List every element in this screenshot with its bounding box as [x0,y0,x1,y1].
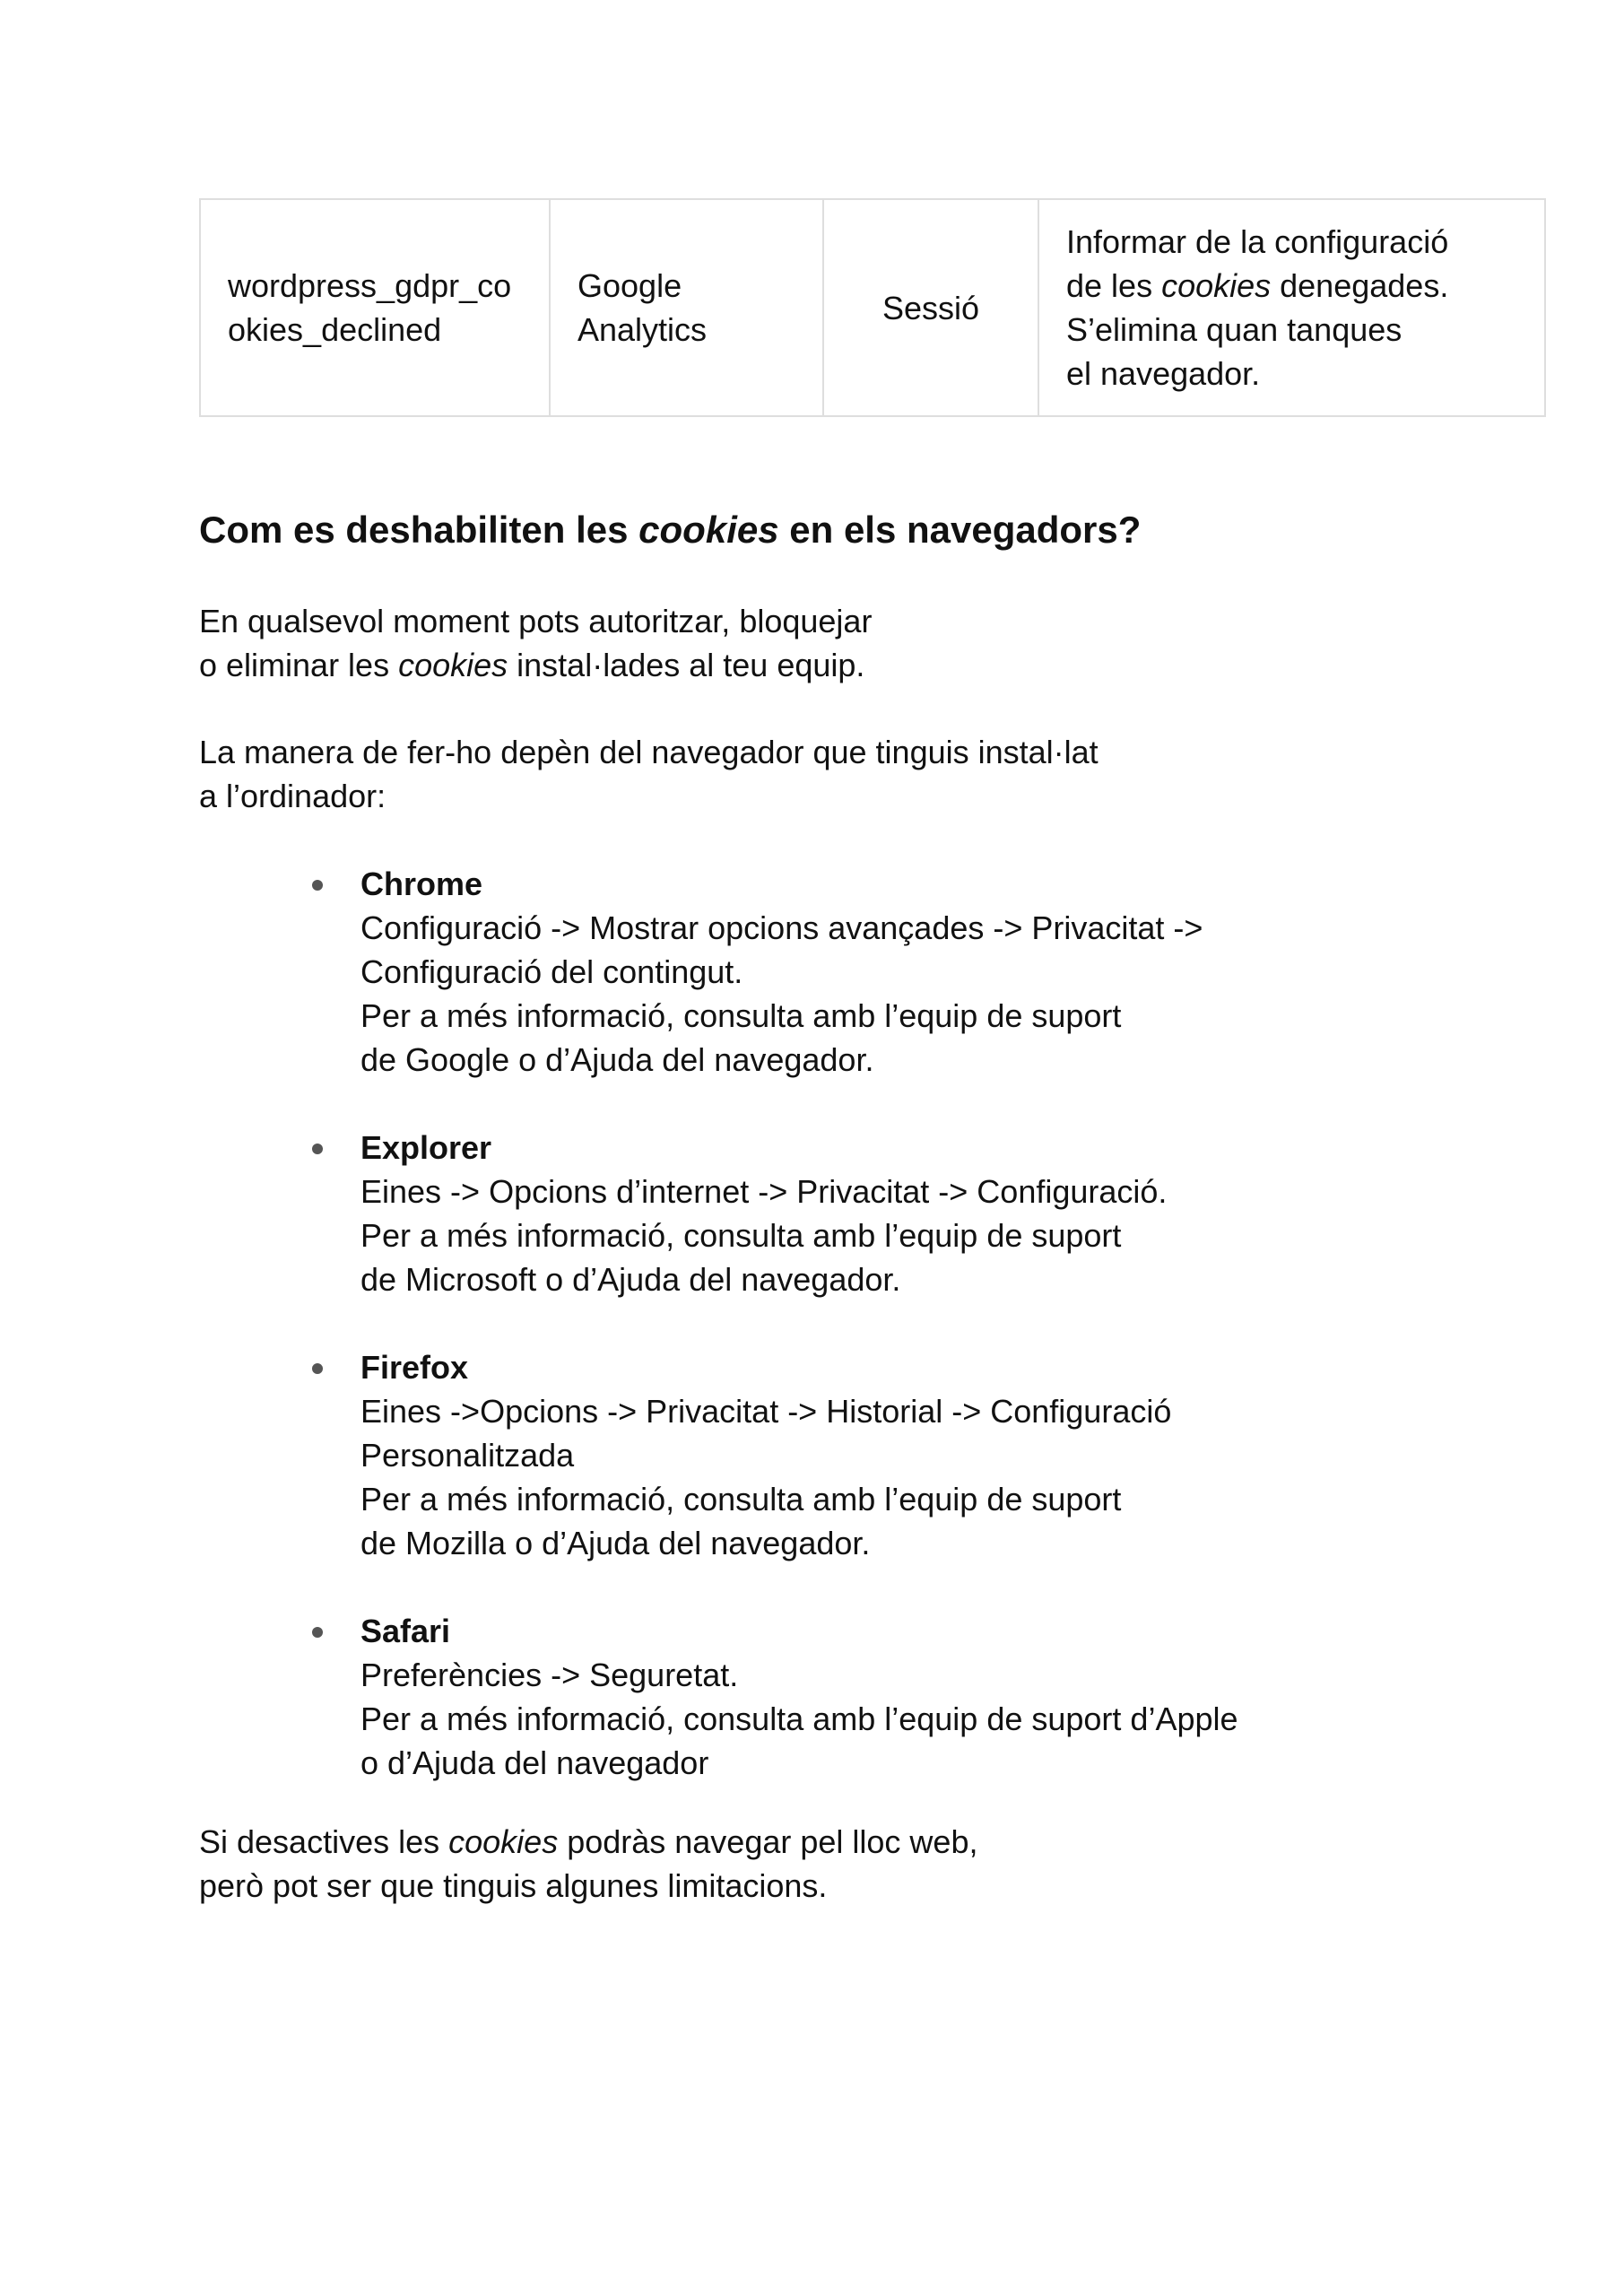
section-title [199,508,1141,552]
browser-instruction-line: Per a més informació, consulta amb l’equip de suport d’Apple [360,1700,1238,1737]
cookie-name-cell [200,199,550,416]
text-fragment: podràs navegar pel lloc web, [558,1823,978,1860]
browser-name: Explorer [360,1129,492,1166]
paragraph-line [199,1820,977,1864]
cookie-name-line: wordpress_gdpr_co [228,267,512,304]
browser-instruction-line: Eines -> Opcions d’internet -> Privacitat -> Configuració. [360,1173,1168,1210]
browser-instruction-line: Per a més informació, consulta amb l’equip de suport [360,997,1122,1034]
cookie-duration: Sessió [881,289,980,326]
bullet-icon [312,1363,323,1374]
text-fragment: denegades. [1271,267,1449,304]
document-page [199,198,1544,1904]
bullet-icon [312,880,323,891]
browser-instruction-line: de Microsoft o d’Ajuda del navegador. [360,1261,901,1298]
paragraph-line: però pot ser que tinguis algunes limitacions. [199,1867,828,1904]
browser-instruction-line: Configuració del contingut. [360,953,743,990]
cookie-provider-cell [550,199,823,416]
browser-name: Safari [360,1613,451,1649]
browser-instruction-line: de Google o d’Ajuda del navegador. [360,1041,874,1078]
paragraph-line [199,643,872,687]
browser-name: Firefox [360,1349,469,1386]
paragraph-line: a l’ordinador: [199,778,386,814]
browser-instruction-line: Per a més informació, consulta amb l’equip de suport [360,1481,1122,1518]
text-fragment: o eliminar les [199,647,399,683]
browser-instruction-line: Configuració -> Mostrar opcions avançades -> Privacitat -> [360,909,1203,946]
cookies-term: cookies [448,1823,559,1860]
cookie-purpose-cell [1038,199,1545,416]
paragraph-line: En qualsevol moment pots autoritzar, bloquejar [199,603,873,639]
paragraph-line: La manera de fer-ho depèn del navegador que tinguis instal·lat [199,734,1099,770]
closing-paragraph [199,1820,977,1908]
list-item-chrome [199,862,1238,1082]
table-row [200,199,1545,416]
cookie-purpose-line: Informar de la configuració [1066,223,1449,260]
intro-paragraph-2 [199,730,1099,818]
browser-instruction-line: Per a més informació, consulta amb l’equip de suport [360,1217,1122,1254]
text-fragment: de les [1066,267,1162,304]
cookie-purpose-line: el navegador. [1066,355,1261,392]
browser-instruction-line: de Mozilla o d’Ajuda del navegador. [360,1525,871,1561]
text-fragment: Si desactives les [199,1823,449,1860]
cookie-provider-line: Analytics [578,311,708,348]
text-fragment: Com es deshabiliten les [199,509,639,551]
list-item-explorer [199,1126,1238,1301]
bullet-icon [312,1144,323,1154]
cookies-term: cookies [1161,267,1272,304]
browser-instruction-line: Eines ->Opcions -> Privacitat -> Historial -> Configuració [360,1393,1172,1430]
cookie-purpose-line: S’elimina quan tanques [1066,311,1403,348]
browser-list [199,862,1238,1785]
text-fragment: instal·lades al teu equip. [508,647,865,683]
list-item-safari [199,1609,1238,1785]
cookies-term: cookies [638,509,779,551]
browser-instruction-line: Preferències -> Seguretat. [360,1657,739,1693]
browser-instruction-line: o d’Ajuda del navegador [360,1744,709,1781]
browser-name: Chrome [360,865,483,902]
cookie-provider-line: Google [578,267,682,304]
bullet-icon [312,1627,323,1638]
cookie-purpose-line [1066,264,1517,308]
cookie-duration-cell [823,199,1038,416]
intro-paragraph-1 [199,599,872,687]
list-item-firefox [199,1345,1238,1565]
cookie-table [199,198,1546,417]
cookie-name-line: okies_declined [228,311,442,348]
browser-instruction-line: Personalitzada [360,1437,575,1474]
cookies-term: cookies [398,647,508,683]
text-fragment: en els navegadors? [778,509,1142,551]
